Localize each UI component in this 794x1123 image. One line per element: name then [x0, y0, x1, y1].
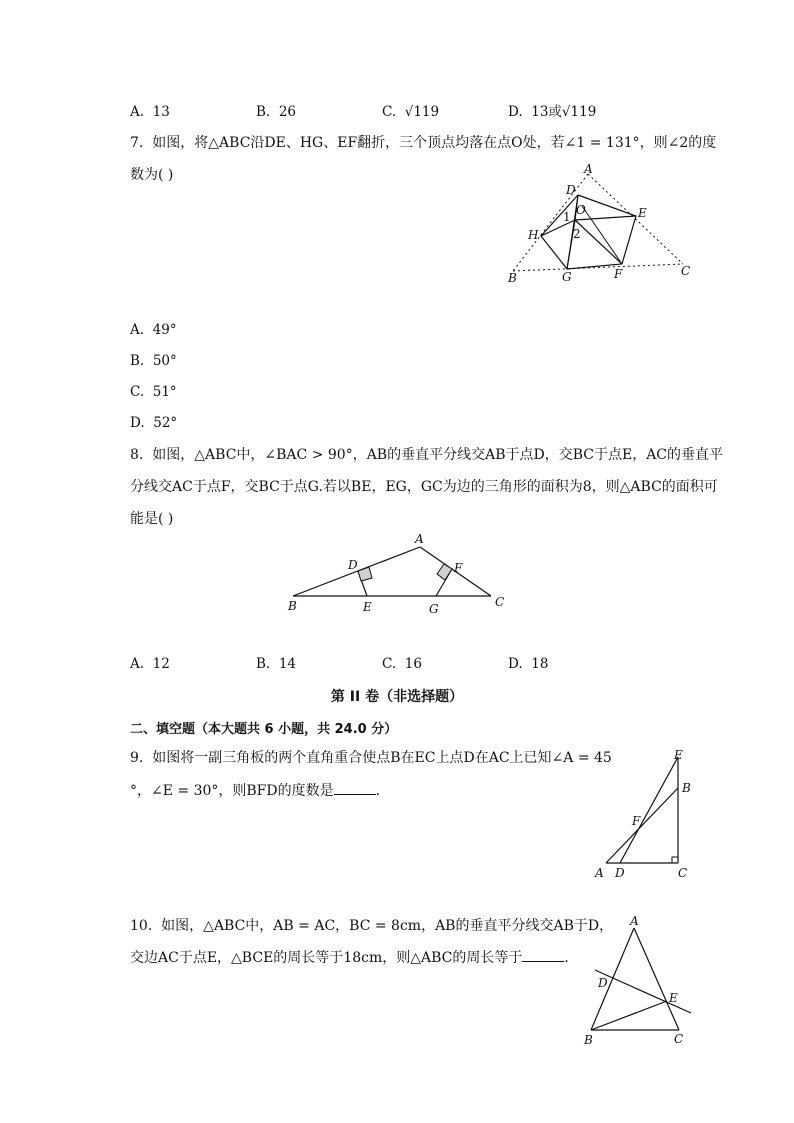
part2-title: 第 II 卷（非选择题） — [330, 689, 464, 705]
q7-label-b: B — [508, 271, 517, 285]
q7-option-a: A. 49° — [130, 322, 177, 338]
q10-answer-blank[interactable] — [522, 947, 564, 962]
q10-label-e: E — [669, 991, 678, 1005]
q7-edge-ab — [513, 174, 588, 271]
q9-stem-line1: 9. 如图将一副三角板的两个直角重合使点B在EC上点D在AC上已知∠A = 45 — [130, 750, 612, 766]
section-fill-blank-heading: 二、填空题（本大题共 6 小题，共 24.0 分） — [130, 722, 398, 737]
q9-label-e: E — [674, 748, 683, 762]
q6-option-c: C. √119 — [382, 104, 440, 120]
q8-stem-line3: 能是( ) — [130, 511, 174, 527]
q10-stem-line1: 10. 如图，△ABC中，AB = AC，BC = 8cm，AB的垂直平分线交AB于D， — [130, 918, 614, 934]
q9-line-ab — [606, 788, 678, 863]
q6-option-b: B. 26 — [256, 104, 296, 120]
q10-side-ac — [634, 928, 679, 1030]
q10-label-d: D — [598, 976, 608, 990]
q8-right-angle-f — [437, 564, 452, 580]
q7-figure — [500, 160, 710, 290]
q9-answer-blank[interactable] — [334, 780, 376, 795]
q7-option-d: D. 52° — [130, 415, 178, 431]
q7-option-b: B. 50° — [130, 353, 177, 369]
q10-label-c: C — [674, 1032, 684, 1046]
q9-right-angle — [672, 857, 678, 863]
q6-option-a: A. 13 — [130, 104, 170, 120]
q8-label-f: F — [454, 561, 463, 575]
q7-label-f: F — [614, 267, 623, 281]
q7-label-d: D — [566, 183, 576, 197]
q8-option-d: D. 18 — [508, 656, 549, 672]
q7-edge-bc — [513, 264, 683, 271]
q8-option-b: B. 14 — [256, 656, 296, 672]
q8-label-d: D — [348, 558, 358, 572]
q8-stem-line2: 分线交AC于点F，交BC于点G.若以BE，EG，GC为边的三角形的面积为8，则△ABC的面积可 — [130, 479, 718, 495]
q8-label-a: A — [415, 532, 424, 546]
q9-label-f: F — [632, 814, 641, 828]
q7-label-h: H — [528, 228, 539, 242]
q10-label-b: B — [584, 1033, 593, 1047]
q10-figure — [578, 910, 698, 1050]
q9-label-d: D — [615, 866, 625, 880]
q6-option-d: D. 13或√119 — [508, 104, 597, 120]
q9-label-c: C — [678, 866, 688, 880]
q8-stem-line1: 8. 如图，△ABC中，∠BAC > 90°，AB的垂直平分线交AB于点D，交BC于点E，AC的垂直平 — [130, 447, 724, 463]
q10-stem-line2: 交边AC于点E，△BCE的周长等于18cm，则△ABC的周长等于 . — [130, 947, 569, 968]
q7-stem-line2: 数为( ) — [130, 167, 174, 183]
q8-label-e: E — [363, 600, 372, 614]
q8-label-c: C — [495, 595, 505, 609]
q7-label-c: C — [681, 264, 691, 278]
q9-stem-line2: °，∠E = 30°，则BFD的度数是 . — [130, 780, 380, 801]
q7-label-a: A — [584, 162, 593, 176]
q8-option-a: A. 12 — [130, 656, 170, 672]
q10-segment-be — [591, 1001, 667, 1030]
q7-label-1: 1 — [563, 210, 571, 224]
q9-figure — [590, 742, 700, 887]
q7-label-e: E — [638, 206, 647, 220]
q8-label-g: G — [429, 602, 439, 616]
q7-label-g: G — [562, 270, 572, 284]
q9-line-ed — [620, 757, 678, 863]
q10-label-a: A — [630, 914, 639, 928]
q7-stem-line1: 7. 如图，将△ABC沿DE、HG、EF翻折，三个顶点均落在点O处，若∠1 = 131°，则∠2的度 — [130, 135, 717, 151]
q7-option-c: C. 51° — [130, 384, 177, 400]
q7-label-2: 2 — [573, 227, 581, 241]
q8-right-angle-d — [358, 567, 372, 581]
q8-figure — [280, 530, 520, 620]
q9-label-b: B — [682, 781, 691, 795]
q8-option-c: C. 16 — [382, 656, 422, 672]
q9-label-a: A — [595, 866, 604, 880]
q7-fold-of — [575, 220, 622, 264]
q7-fold-ef — [582, 206, 622, 264]
q8-label-b: B — [288, 599, 297, 613]
q7-label-o: O — [576, 203, 586, 217]
